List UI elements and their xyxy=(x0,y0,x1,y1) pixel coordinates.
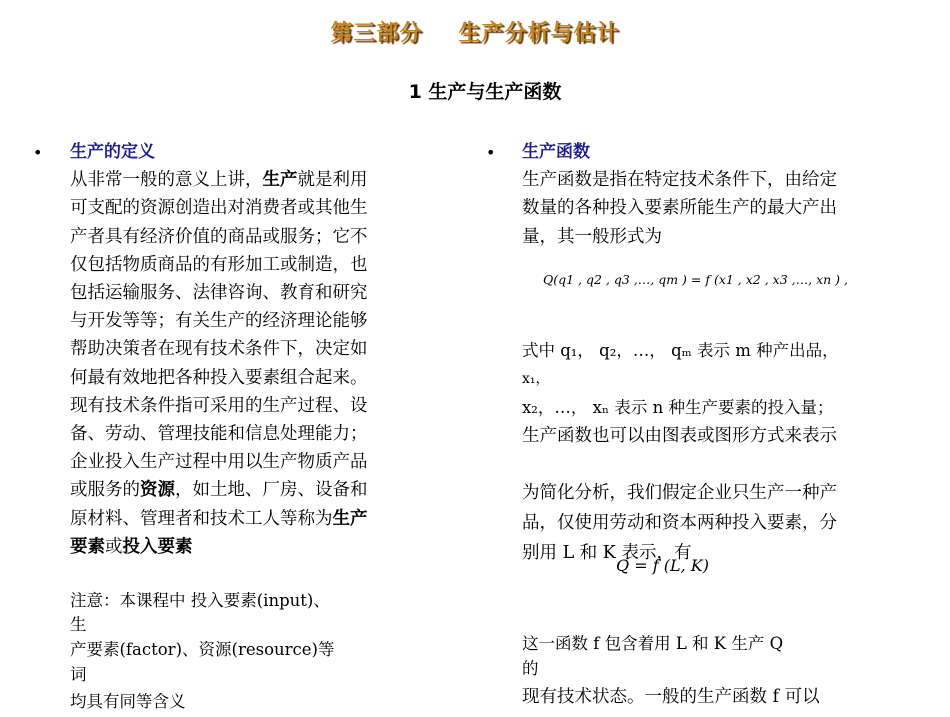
production-function-formula: Q(q1 , q2 , q3 ,…, qm ) = f (x1 , x2 , x3 ,…, xn ) , xyxy=(543,272,848,287)
text-line: 包括运输服务、法律咨询、教育和研究 xyxy=(70,283,368,304)
text-line: 的 xyxy=(522,659,539,678)
note-line: 产要素(factor)、资源(resource)等 xyxy=(70,640,335,660)
title-part: 第三部分 xyxy=(330,21,423,46)
text-line: 现有技术条件指可采用的生产过程、设 xyxy=(70,395,368,416)
text-line: 生产函数是指在特定技术条件下，由给定 xyxy=(522,170,837,191)
qlk-formula: Q = f (L, K) xyxy=(616,556,709,575)
bullet-icon: • xyxy=(486,143,496,162)
note-line: 均具有同等含义 xyxy=(70,692,186,712)
text-line: 品，仅使用劳动和资本两种投入要素，分 xyxy=(522,513,837,533)
text-line: 仅包括物质商品的有形加工或制造，也 xyxy=(70,254,368,275)
note-line: 词 xyxy=(70,665,87,685)
text-line: x₂，…， xₙ 表示 n 种生产要素的投入量； xyxy=(522,398,834,417)
title-name: 生产分析与估计 xyxy=(458,21,620,46)
text-line: 何最有效地把各种投入要素组合起来。 xyxy=(70,367,368,388)
text-line: 原材料、管理者和技术工人等称为生产 xyxy=(70,508,368,529)
slide-title xyxy=(0,16,950,47)
note-line: 注意：本课程中 投入要素(input)、 xyxy=(70,591,330,611)
text-line: 这一函数 f 包含着用 L 和 K 生产 Q xyxy=(522,634,784,653)
text-line: 现有技术状态。一般的生产函数 f 可以 xyxy=(522,687,820,707)
text-line: 为简化分析，我们假定企业只生产一种产 xyxy=(522,483,837,503)
text-line: 生产函数也可以由图表或图形方式来表示 xyxy=(522,426,837,446)
text-line: 帮助决策者在现有技术条件下，决定如 xyxy=(70,339,368,360)
right-column-lower xyxy=(522,338,922,450)
text-line: 式中 q₁， q₂，…， qₘ 表示 m 种产出品， xyxy=(522,341,839,360)
right-column-bottom xyxy=(522,632,922,712)
text-line: 产者具有经济价值的商品或服务；它不 xyxy=(70,226,368,247)
text-line: 别用 L 和 K 表示，有 xyxy=(522,543,692,563)
section-subtitle: 1 生产与生产函数 xyxy=(408,81,562,103)
text-line: 与开发等等；有关生产的经济理论能够 xyxy=(70,311,368,332)
text-line: 可支配的资源创造出对消费者或其他生 xyxy=(70,198,368,219)
text-line: 要素或投入要素 xyxy=(70,536,193,557)
right-column-simplify xyxy=(522,478,922,568)
text-line: 备、劳动、管理技能和信息处理能力； xyxy=(70,424,368,445)
left-column xyxy=(70,138,438,717)
right-heading: 生产函数 xyxy=(522,142,590,162)
left-heading: 生产的定义 xyxy=(70,142,155,162)
text-line: 量，其一般形式为 xyxy=(522,226,662,247)
note-line: 生 xyxy=(70,615,87,635)
right-column xyxy=(522,138,922,251)
text-line: 从非常一般的意义上讲，生产就是利用 xyxy=(70,170,368,191)
text-line: 数量的各种投入要素所能生产的最大产出 xyxy=(522,198,837,219)
text-line: x₁， xyxy=(522,371,550,387)
text-line: 或服务的资源，如土地、厂房、设备和 xyxy=(70,480,368,501)
text-line: 企业投入生产过程中用以生产物质产品 xyxy=(70,452,368,473)
bullet-icon: • xyxy=(33,143,43,162)
